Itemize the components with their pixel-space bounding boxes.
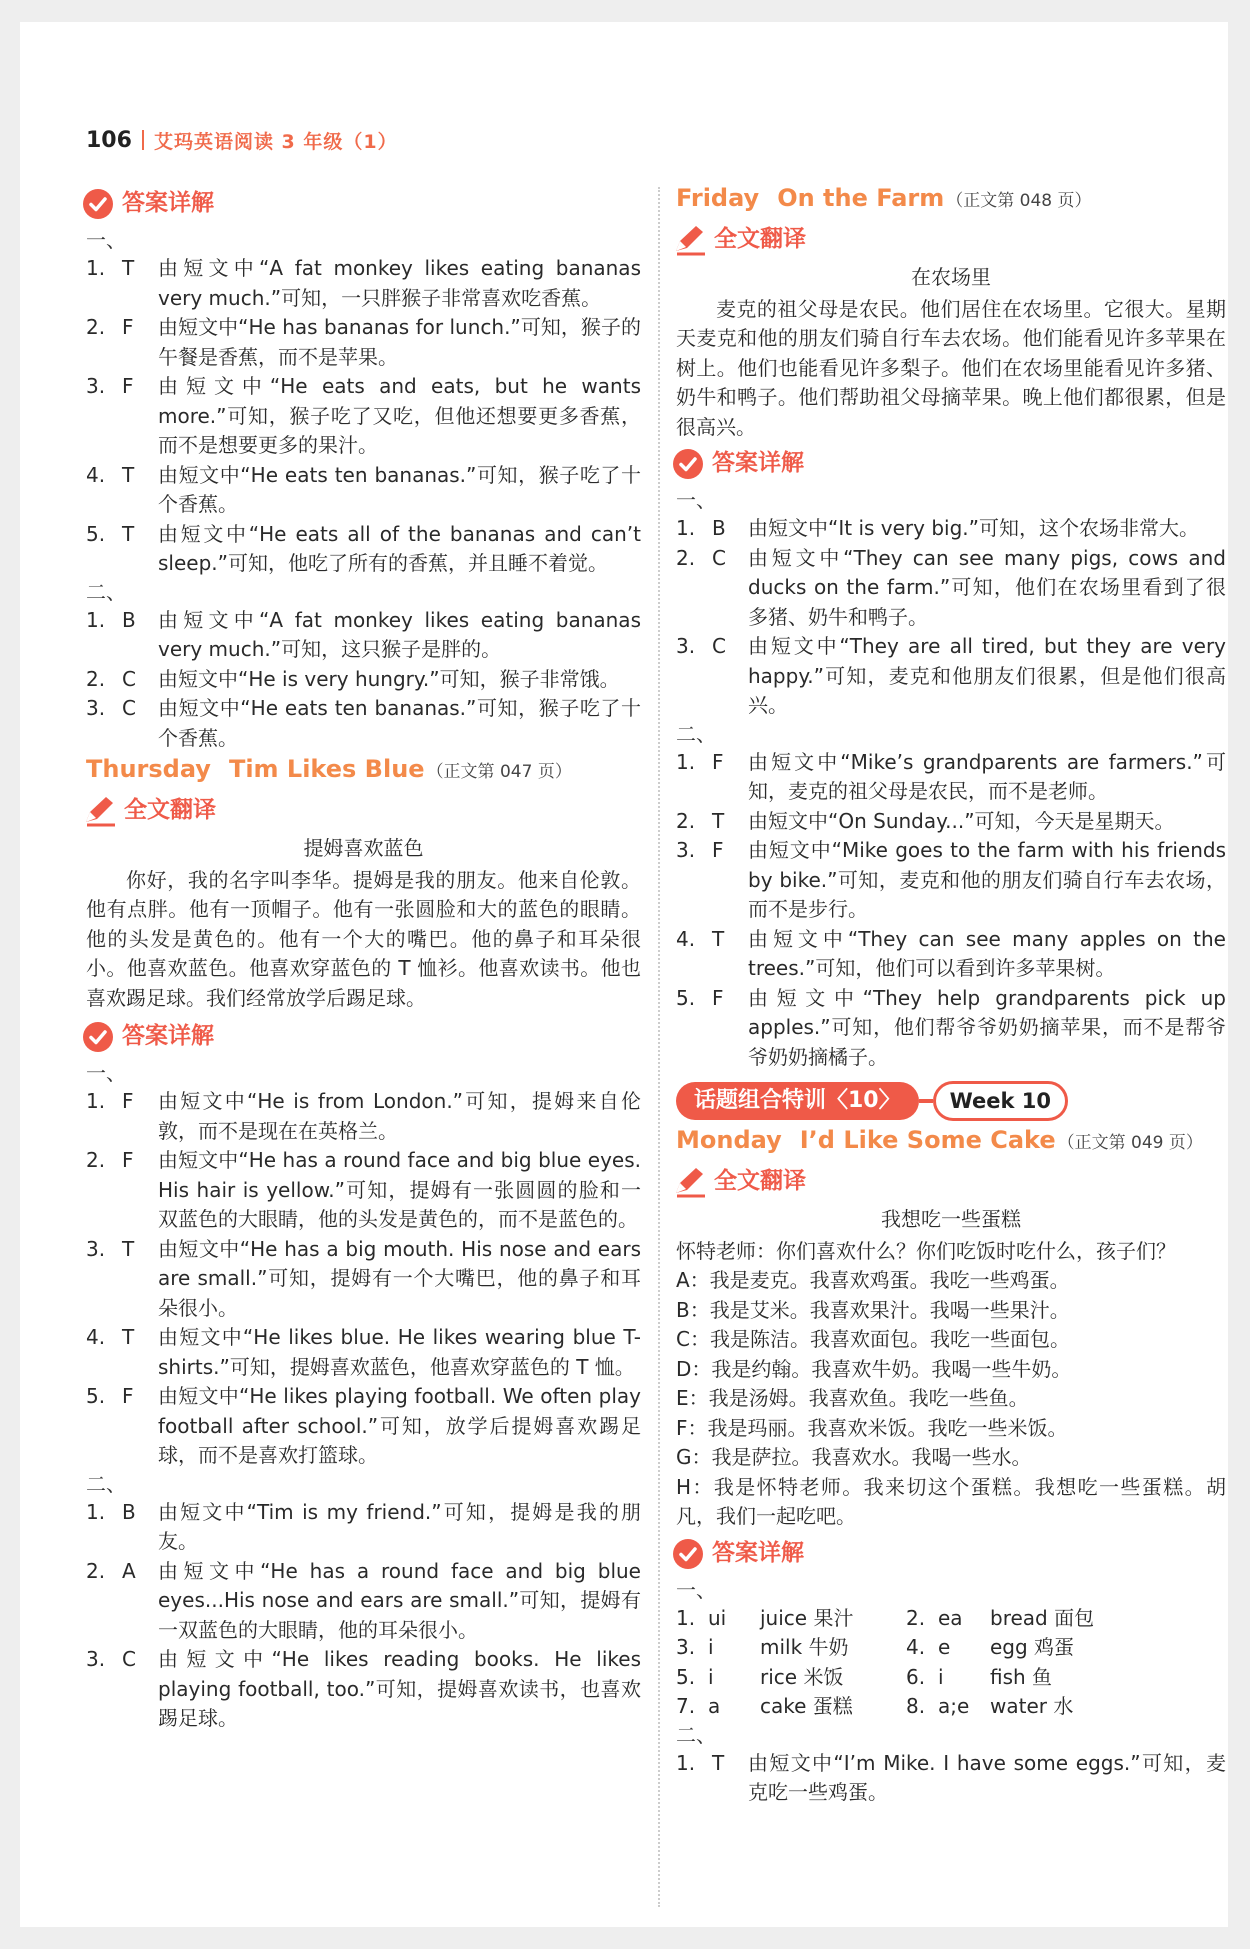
answer-item <box>676 1749 1226 1808</box>
answers-heading <box>672 1534 1226 1574</box>
vocab-item <box>676 1692 906 1722</box>
vocab-number: 4. <box>906 1635 926 1659</box>
check-badge-icon <box>82 188 114 220</box>
answer-item <box>676 836 1226 925</box>
story-title-en: On the Farm <box>777 184 945 212</box>
answer-explanation: 由短文中“He is very hungry.”可知，猴子非常饿。 <box>158 666 620 691</box>
answer-explanation: 由短文中“They are all tired, but they are very happy.”可知，麦克和他朋友们很累，但是他们很高兴。 <box>748 634 1226 717</box>
day-heading <box>676 184 1226 218</box>
answer-number: 1. <box>676 749 696 774</box>
vocab-word: juice 果汁 <box>760 1605 854 1630</box>
answer-item <box>86 372 641 461</box>
answer-item <box>86 1146 641 1235</box>
vocab-letters: ea <box>938 1605 963 1630</box>
dialogue-line: G：我是萨拉。我喜欢水。我喝一些水。 <box>676 1445 1032 1469</box>
column-divider <box>658 187 660 1907</box>
section-number: 二、 <box>86 579 126 604</box>
vocab-letters: i <box>938 1664 944 1689</box>
translation-heading-label: 全文翻译 <box>124 797 216 824</box>
answer-item <box>86 606 641 665</box>
section-number: 一、 <box>676 488 716 512</box>
story-title-en: Tim Likes Blue <box>228 755 425 783</box>
answer-number: 3. <box>86 374 106 398</box>
answer-key: C <box>712 545 726 570</box>
answer-key: C <box>712 634 726 658</box>
answer-number: 2. <box>86 1148 106 1172</box>
vocab-item <box>906 1633 1136 1663</box>
answer-key: C <box>122 666 136 691</box>
answer-number: 5. <box>86 521 106 546</box>
answers-heading <box>82 1017 641 1057</box>
dialogue-line: D：我是约翰。我喜欢牛奶。我喝一些牛奶。 <box>676 1356 1072 1381</box>
answer-explanation: 由短文中“A fat monkey likes eating bananas very much.”可知，一只胖猴子非常喜欢吃香蕉。 <box>158 256 641 310</box>
answer-key: T <box>122 1325 135 1349</box>
check-badge-icon <box>672 1538 704 1570</box>
answer-key: F <box>122 1089 134 1113</box>
check-badge-icon <box>82 1021 114 1053</box>
dialogue-line: F：我是玛丽。我喜欢米饭。我吃一些米饭。 <box>676 1415 1068 1440</box>
pen-icon <box>82 794 118 828</box>
answer-number: 1. <box>86 1499 106 1524</box>
answer-item <box>86 694 641 753</box>
answer-item <box>676 925 1226 984</box>
answer-item <box>86 520 641 579</box>
answer-list <box>676 514 1226 721</box>
answer-key: B <box>712 516 726 540</box>
answer-item <box>86 1087 641 1146</box>
page-reference: （正文第 047 页） <box>426 762 572 782</box>
right-column <box>676 182 1226 1808</box>
answer-explanation: 由短文中“He eats ten bananas.”可知，猴子吃了十个香蕉。 <box>158 462 641 516</box>
answer-item <box>86 1498 641 1557</box>
answer-key: F <box>712 838 724 862</box>
answer-list <box>86 1087 641 1471</box>
answer-number: 3. <box>676 634 696 658</box>
vocab-grid <box>676 1604 1226 1722</box>
vocab-item <box>676 1633 906 1663</box>
answer-number: 2. <box>86 666 106 691</box>
story-translation: 麦克的祖父母是农民。他们居住在农场里。它很大。星期天麦克和他的朋友们骑自行车去农场。他们能看见许多苹果在树上。他们也能看见许多梨子。他们在农场里能看见许多猪、奶牛和鸭子。他们帮助祖父母摘苹果。晚上他们都很累，但是很高兴。 <box>676 296 1226 439</box>
answer-list <box>676 748 1226 1073</box>
section-number: 一、 <box>86 1061 126 1085</box>
page-header <box>86 122 398 158</box>
answer-number: 1. <box>676 1750 696 1775</box>
answer-key: T <box>122 462 135 487</box>
answer-explanation: 由短文中“He has a big mouth. His nose and ears are small.”可知，提姆有一个大嘴巴，他的鼻子和耳朵很小。 <box>158 1236 641 1320</box>
book-title: 艾玛英语阅读 3 年级（1） <box>153 130 398 153</box>
answer-number: 2. <box>676 808 696 833</box>
vocab-item <box>906 1604 1136 1634</box>
answers-heading <box>82 184 641 224</box>
answer-explanation: 由短文中“Tim is my friend.”可知，提姆是我的朋友。 <box>158 1499 641 1553</box>
vocab-number: 6. <box>906 1664 926 1689</box>
day-label: Friday <box>676 184 760 212</box>
answer-number: 5. <box>676 985 696 1010</box>
story-translation: 你好，我的名字叫李华。提姆是我的朋友。他来自伦敦。他有点胖。他有一顶帽子。他有一张圆脸和大的蓝色的眼睛。他的头发是黄色的。他有一个大的嘴巴。他的鼻子和耳朵很小。他喜欢蓝色。他喜欢穿蓝色的 T 恤衫。他喜欢读书。他也喜欢踢足球。我们经常放学后踢足球。 <box>86 867 641 1010</box>
answer-number: 2. <box>676 545 696 570</box>
answer-key: F <box>122 374 134 398</box>
answer-item <box>86 461 641 520</box>
dialogue-line: E：我是汤姆。我喜欢鱼。我吃一些鱼。 <box>676 1386 1029 1410</box>
answer-item <box>86 1382 641 1471</box>
answer-explanation: 由短文中“He eats ten bananas.”可知，猴子吃了十个香蕉。 <box>158 696 641 750</box>
section-number: 二、 <box>676 1722 716 1747</box>
answer-key: B <box>122 607 136 632</box>
answer-key: T <box>122 256 135 280</box>
answer-number: 3. <box>86 696 106 720</box>
answer-explanation: 由短文中“A fat monkey likes eating bananas very much.”可知，这只猴子是胖的。 <box>158 607 641 661</box>
vocab-item <box>906 1692 1136 1722</box>
answer-explanation: 由短文中“He likes blue. He likes wearing blue T-shirts.”可知，提姆喜欢蓝色，他喜欢穿蓝色的 T 恤。 <box>158 1325 641 1379</box>
answer-number: 3. <box>86 1236 106 1261</box>
answer-number: 1. <box>676 516 696 540</box>
vocab-word: egg 鸡蛋 <box>990 1635 1075 1659</box>
answer-explanation: 由短文中“He eats and eats, but he wants more.”可知，猴子吃了又吃，但他还想要更多香蕉，而不是想要更多的果汁。 <box>158 374 641 457</box>
answer-number: 4. <box>676 926 696 951</box>
answer-list <box>86 254 641 579</box>
answer-number: 5. <box>86 1384 106 1408</box>
dialogue <box>676 1237 1226 1532</box>
dialogue-line: A：我是麦克。我喜欢鸡蛋。我吃一些鸡蛋。 <box>676 1268 1070 1292</box>
answer-explanation: 由短文中“They can see many pigs, cows and ducks on the farm.”可知，他们在农场里看到了很多猪、奶牛和鸭子。 <box>748 545 1226 629</box>
section-number: 二、 <box>676 721 716 746</box>
answer-key: C <box>122 1647 136 1671</box>
answers-heading-label: 答案详解 <box>122 1023 214 1050</box>
translation-heading <box>672 220 1226 260</box>
header-divider <box>142 130 144 150</box>
answer-number: 2. <box>86 1558 106 1583</box>
answer-list <box>676 1749 1226 1808</box>
vocab-word: water 水 <box>990 1694 1074 1718</box>
answer-page <box>20 22 1228 1927</box>
day-heading <box>86 755 641 789</box>
vocab-word: rice 米饭 <box>760 1664 844 1689</box>
section-number: 一、 <box>86 228 126 252</box>
answer-item <box>676 748 1226 807</box>
answer-list <box>86 606 641 754</box>
answer-number: 4. <box>86 462 106 487</box>
dialogue-line: 怀特老师：你们喜欢什么？你们吃饭时吃什么，孩子们？ <box>676 1238 1176 1263</box>
answer-item <box>86 313 641 372</box>
translation-heading-label: 全文翻译 <box>714 1168 806 1195</box>
answer-item <box>676 632 1226 721</box>
answer-explanation: 由短文中“He likes playing football. We often play football after school.”可知，放学后提姆喜欢踢足球，而不是喜欢打篮球。 <box>158 1384 641 1467</box>
answer-explanation: 由短文中“He has a round face and big blue eyes...His nose and ears are small.”可知，提姆有一双蓝色的大眼睛，他的耳朵很小。 <box>158 1558 641 1642</box>
answer-key: T <box>712 926 725 951</box>
vocab-letters: i <box>708 1664 714 1689</box>
pen-icon <box>672 223 708 257</box>
answer-explanation: 由短文中“Mike’s grandparents are farmers.”可知，麦克的祖父母是农民，而不是老师。 <box>748 749 1226 803</box>
answers-heading-label: 答案详解 <box>712 1539 804 1566</box>
answer-explanation: 由短文中“They help grandparents pick up apples.”可知，他们帮爷爷奶奶摘苹果，而不是帮爷爷奶奶摘橘子。 <box>748 985 1226 1069</box>
answer-key: A <box>122 1558 136 1583</box>
answer-explanation: 由短文中“On Sunday...”可知，今天是星期天。 <box>748 808 1175 833</box>
vocab-letters: a <box>708 1694 721 1718</box>
pen-icon <box>672 1165 708 1199</box>
vocab-word: fish 鱼 <box>990 1664 1053 1689</box>
vocab-letters: e <box>938 1635 951 1659</box>
answer-key: F <box>122 1148 134 1172</box>
answer-key: T <box>122 521 135 546</box>
week-banner <box>676 1078 1226 1124</box>
vocab-number: 3. <box>676 1635 696 1659</box>
page-number: 106 <box>86 127 132 153</box>
answer-number: 3. <box>676 838 696 862</box>
day-label: Monday <box>676 1126 782 1154</box>
answer-explanation: 由短文中“Mike goes to the farm with his friends by bike.”可知，麦克和他的朋友们骑自行车去农场，而不是步行。 <box>748 838 1226 921</box>
vocab-word: bread 面包 <box>990 1605 1095 1630</box>
answer-explanation: 由短文中“I’m Mike. I have some eggs.”可知，麦克吃一些鸡蛋。 <box>748 1750 1226 1804</box>
answers-heading <box>672 444 1226 484</box>
page-reference: （正文第 048 页） <box>946 191 1092 211</box>
answer-explanation: 由短文中“He has bananas for lunch.”可知，猴子的午餐是香蕉，而不是苹果。 <box>158 315 641 369</box>
answer-explanation: 由短文中“It is very big.”可知，这个农场非常大。 <box>748 516 1200 540</box>
vocab-word: milk 牛奶 <box>760 1635 849 1659</box>
vocab-item <box>676 1604 906 1634</box>
vocab-item <box>676 1663 906 1693</box>
translation-heading-label: 全文翻译 <box>714 226 806 253</box>
story-title-cn: 我想吃一些蛋糕 <box>881 1207 1021 1231</box>
answer-key: F <box>122 315 134 339</box>
answer-item <box>86 1323 641 1382</box>
vocab-number: 1. <box>676 1605 696 1630</box>
answer-number: 3. <box>86 1647 106 1671</box>
translation-heading <box>82 791 641 831</box>
answer-key: F <box>712 985 724 1010</box>
story-title-cn: 提姆喜欢蓝色 <box>303 836 424 860</box>
vocab-letters: a;e <box>938 1694 970 1718</box>
answer-item <box>86 1235 641 1324</box>
answer-key: B <box>122 1499 136 1524</box>
answers-heading-label: 答案详解 <box>712 450 804 477</box>
topic-label: 话题组合特训〈10〉 <box>676 1082 919 1120</box>
answer-key: T <box>712 808 725 833</box>
section-number: 二、 <box>86 1471 126 1496</box>
answer-explanation: 由短文中“He is from London.”可知，提姆来自伦敦，而不是现在在英格兰。 <box>158 1089 641 1143</box>
answer-explanation: 由短文中“They can see many apples on the trees.”可知，他们可以看到许多苹果树。 <box>748 926 1226 980</box>
answer-number: 1. <box>86 256 106 280</box>
answer-number: 4. <box>86 1325 106 1349</box>
answer-key: C <box>122 696 136 720</box>
banner-connector <box>919 1099 933 1103</box>
answers-heading-label: 答案详解 <box>122 190 214 217</box>
answer-item <box>676 984 1226 1073</box>
story-title-en: I’d Like Some Cake <box>799 1126 1056 1154</box>
week-label: Week 10 <box>933 1081 1068 1121</box>
section-number: 一、 <box>676 1577 716 1602</box>
answer-number: 2. <box>86 315 106 339</box>
dialogue-line: B：我是艾米。我喜欢果汁。我喝一些果汁。 <box>676 1297 1070 1322</box>
answer-list <box>86 1498 641 1734</box>
answer-item <box>86 1557 641 1646</box>
vocab-number: 7. <box>676 1694 696 1718</box>
answer-item <box>676 544 1226 633</box>
answer-number: 1. <box>86 607 106 632</box>
day-label: Thursday <box>86 755 211 783</box>
answer-explanation: 由短文中“He eats all of the bananas and can’t sleep.”可知，他吃了所有的香蕉，并且睡不着觉。 <box>158 521 641 575</box>
left-column <box>86 182 641 1734</box>
translation-heading <box>672 1162 1226 1202</box>
day-heading <box>676 1126 1226 1160</box>
story-title-cn: 在农场里 <box>911 265 991 289</box>
answer-number: 1. <box>86 1089 106 1113</box>
vocab-word: cake 蛋糕 <box>760 1694 853 1718</box>
answer-explanation: 由短文中“He has a round face and big blue eyes. His hair is yellow.”可知，提姆有一张圆圆的脸和一双蓝色的大眼睛，他的头发是黄色的，而不是蓝色的。 <box>158 1148 641 1231</box>
answer-item <box>86 254 641 313</box>
check-badge-icon <box>672 448 704 480</box>
vocab-number: 2. <box>906 1605 926 1630</box>
answer-key: T <box>712 1750 725 1775</box>
answer-key: F <box>712 749 724 774</box>
answer-explanation: 由短文中“He likes reading books. He likes playing football, too.”可知，提姆喜欢读书，也喜欢踢足球。 <box>158 1647 641 1730</box>
dialogue-line: H：我是怀特老师。我来切这个蛋糕。我想吃一些蛋糕。胡凡，我们一起吃吧。 <box>676 1474 1226 1528</box>
answer-key: T <box>122 1236 135 1261</box>
answer-item <box>86 665 641 695</box>
vocab-letters: ui <box>708 1605 727 1630</box>
dialogue-line: C：我是陈洁。我喜欢面包。我吃一些面包。 <box>676 1327 1070 1351</box>
vocab-item <box>906 1663 1136 1693</box>
page-reference: （正文第 049 页） <box>1057 1133 1203 1153</box>
vocab-number: 8. <box>906 1694 926 1718</box>
vocab-number: 5. <box>676 1664 696 1689</box>
vocab-letters: i <box>708 1635 714 1659</box>
answer-item <box>676 514 1226 544</box>
answer-key: F <box>122 1384 134 1408</box>
answer-item <box>676 807 1226 837</box>
answer-item <box>86 1645 641 1734</box>
